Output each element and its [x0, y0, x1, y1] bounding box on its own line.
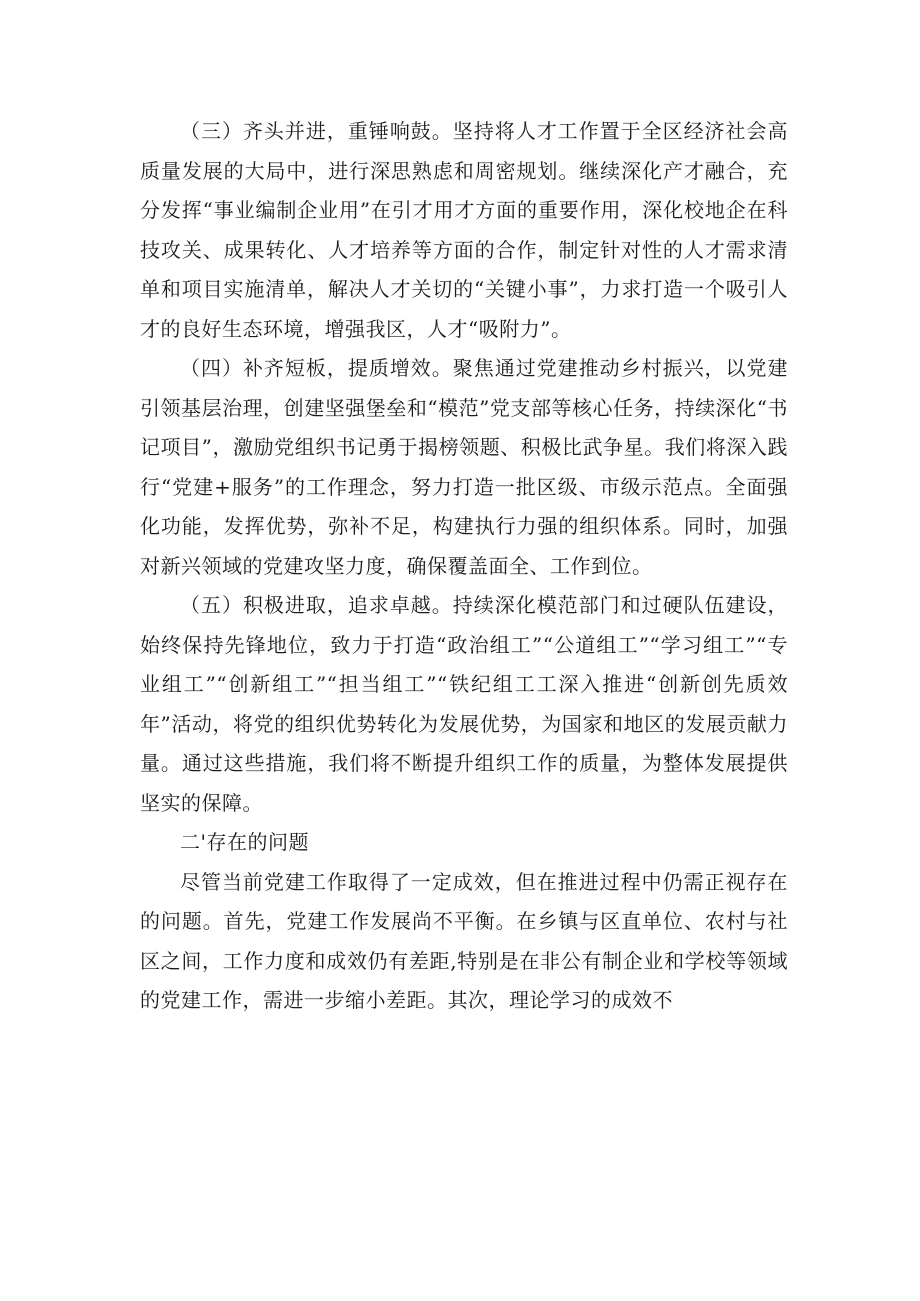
paragraph-problems: 尽管当前党建工作取得了一定成效，但在推进过程中仍需正视存在的问题。首先，党建工作发展尚不平衡。在乡镇与区直单位、农村与社区之间，工作力度和成效仍有差距,特别是在非公有制企业和学校等领域的党建工作，需进一步缩小差距。其次，理论学习的成效不: [140, 869, 788, 1012]
paragraph-section-four: （四）补齐短板，提质增效。聚焦通过党建推动乡村振兴，以党建引领基层治理，创建坚强堡垒和“模范”党支部等核心任务，持续深化“书记项目”，激励党组织书记勇于揭榜领题、积极比武争星。我们将深入践行“党建+服务”的工作理念，努力打造一批区级、市级示范点。全面强化功能，发挥优势，弥补不足，构建执行力强的组织体系。同时，加强对新兴领域的党建攻坚力度，确保覆盖面全、工作到位。: [140, 356, 788, 578]
document-body: [140, 112, 788, 1021]
paragraph-section-five: （五）积极进取，追求卓越。持续深化模范部门和过硬队伍建设，始终保持先锋地位，致力于打造“政治组工”“公道组工”“学习组工”“专业组工”“创新组工”“担当组工”“铁纪组工工深入推进“创新创先质效年”活动，将党的组织优势转化为发展优势，为国家和地区的发展贡献力量。通过这些措施，我们将不断提升组织工作的质量，为整体发展提供坚实的保障。: [140, 593, 788, 815]
paragraph-section-three: （三）齐头并进，重锤响鼓。坚持将人才工作置于全区经济社会高质量发展的大局中，进行深思熟虑和周密规划。继续深化产才融合，充分发挥“事业编制企业用”在引才用才方面的重要作用，深化校地企在科技攻关、成果转化、人才培养等方面的合作，制定针对性的人才需求清单和项目实施清单，解决人才关切的“关键小事”，力求打造一个吸引人才的良好生态环境，增强我区，人才“吸附力”。: [140, 119, 788, 341]
section-heading-problems: 二'存在的问题: [180, 830, 309, 854]
